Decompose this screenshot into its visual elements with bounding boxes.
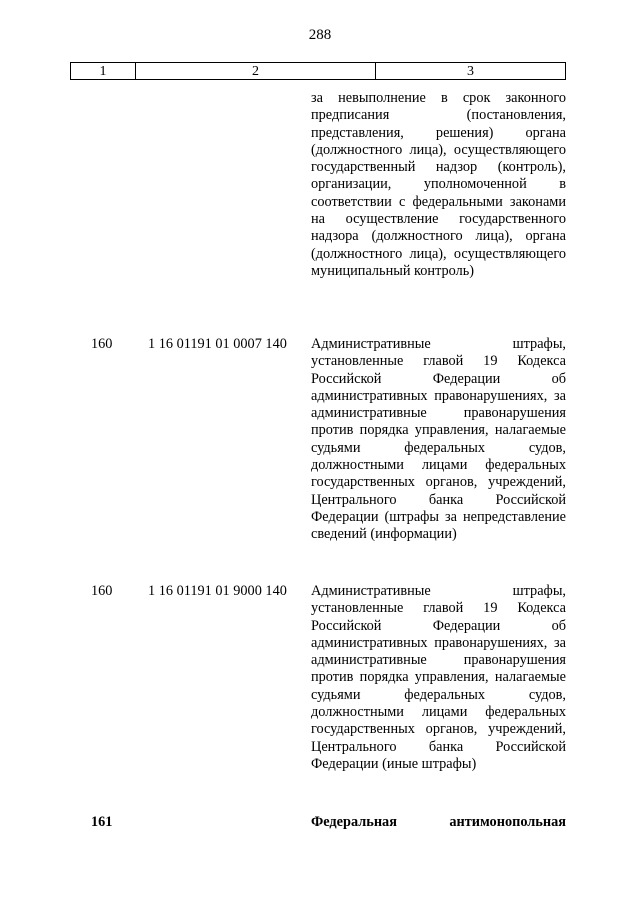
section-admin-code: 161 (91, 814, 113, 830)
page-number: 288 (308, 27, 332, 43)
table-header-row (70, 62, 566, 80)
table-header-col-3: 3 (467, 64, 474, 79)
kbk-code: 1 16 01191 01 0007 140 (148, 336, 287, 352)
section-title: Федеральная антимонопольная (311, 814, 566, 830)
continuation-description: за невыполнение в срок законного предписания (постановления, представления, решения) органа (должностного лица), осуществляющего государственный надзор (контроль), организации, уполномоченной в соответствии с федеральными законами на осуществление государственного надзора (должностного лица), органа (должностного лица), осуществляющего муниципальный контроль) (311, 90, 566, 279)
row-description: Административные штрафы, установленные главой 19 Кодекса Российской Федерации об административных правонарушениях, за административные правонарушения против порядка управления, налагаемые судьями федеральных судов, должностными лицами федеральных государственных органов, учреждений, Центрального банка Российской Федерации (штрафы за непредставление сведений (информации) (311, 336, 566, 543)
table-header-col-2: 2 (136, 63, 376, 79)
table-header-col-1: 1 (71, 63, 136, 79)
admin-code: 160 (91, 336, 113, 352)
kbk-code: 1 16 01191 01 9000 140 (148, 583, 287, 599)
row-description: Административные штрафы, установленные главой 19 Кодекса Российской Федерации об административных правонарушениях, за административные правонарушения против порядка управления, налагаемые судьями федеральных судов, должностными лицами федеральных государственных органов, учреждений, Центрального банка Российской Федерации (иные штрафы) (311, 583, 566, 772)
admin-code: 160 (91, 583, 113, 599)
